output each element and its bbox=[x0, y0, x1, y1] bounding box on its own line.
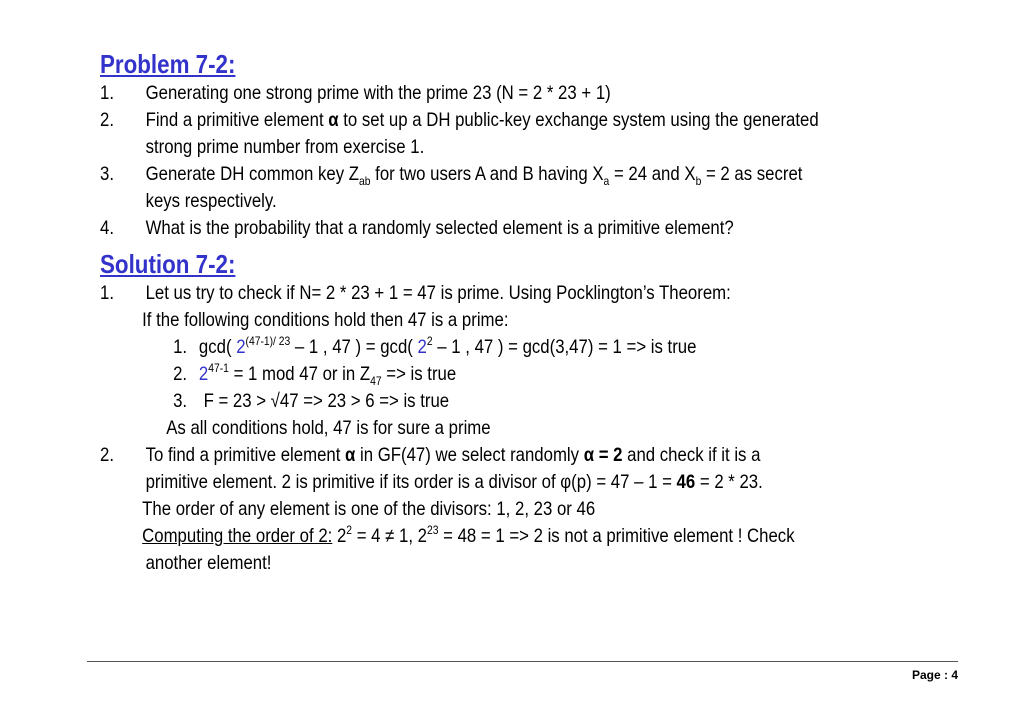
item-number: 2. bbox=[100, 109, 114, 131]
math-text: 2 bbox=[332, 525, 347, 547]
item-text: strong prime number from exercise 1. bbox=[145, 136, 425, 158]
order-line: The order of any element is one of the divisors: 1, 2, 23 or 46 bbox=[142, 498, 596, 520]
item-number: 2. bbox=[100, 444, 114, 466]
item-text: (p) = 47 – 1 = bbox=[571, 471, 677, 493]
solution-heading: Solution 7-2: bbox=[100, 249, 236, 279]
item-text: = 24 and X bbox=[609, 163, 696, 185]
exponent: 2 bbox=[346, 523, 353, 537]
item-text: Generate DH common key Z bbox=[145, 163, 360, 185]
math-base: 2 bbox=[198, 363, 209, 385]
problem-item-3 bbox=[100, 161, 990, 215]
alpha-symbol: α bbox=[583, 444, 595, 466]
conclusion-text: As all conditions hold, 47 is for sure a prime bbox=[166, 417, 491, 439]
subscript: 47 bbox=[370, 374, 382, 388]
condition-number: 3. bbox=[173, 390, 188, 412]
footer-divider bbox=[87, 661, 958, 662]
conditions-intro: If the following conditions hold then 47 is a prime: bbox=[142, 309, 509, 331]
slide-content bbox=[100, 48, 865, 577]
item-text: = 2 as secret bbox=[701, 163, 803, 185]
item-text: Find a primitive element bbox=[145, 109, 324, 131]
alpha-symbol: α bbox=[345, 444, 356, 466]
math-text: – 1 , 47 ) = gcd( bbox=[290, 336, 413, 358]
item-number: 4. bbox=[100, 217, 114, 239]
math-text: = 1 mod 47 or in Z bbox=[228, 363, 371, 385]
exponent: 2 bbox=[426, 334, 433, 348]
exponent: 47-1 bbox=[208, 361, 229, 375]
solution-item-1 bbox=[100, 280, 990, 307]
subscript: b bbox=[695, 174, 702, 188]
item-text: primitive element. 2 is primitive if its order is a divisor of bbox=[145, 471, 561, 493]
math-text: F = 23 > √47 => 23 > 6 => is true bbox=[203, 390, 450, 412]
item-text: Generating one strong prime with the prime 23 (N = 2 * 23 + 1) bbox=[145, 82, 611, 104]
item-number: 1. bbox=[100, 82, 114, 104]
item-text: in GF(47) we select randomly bbox=[355, 444, 584, 466]
item-number: 3. bbox=[100, 163, 114, 185]
math-text: = 48 = 1 => 2 is not a primitive element ! Check bbox=[438, 525, 795, 547]
item-text: to set up a DH public-key exchange system using the generated bbox=[343, 109, 819, 131]
math-base: 2 bbox=[417, 336, 427, 358]
condition-3 bbox=[100, 388, 990, 415]
problem-item-4 bbox=[100, 215, 990, 242]
item-text: Let us try to check if N= 2 * 23 + 1 = 47 is prime. Using Pocklington’s Theorem: bbox=[145, 282, 731, 304]
exponent: 23 bbox=[427, 523, 439, 537]
alpha-symbol: α bbox=[328, 109, 339, 131]
math-text: gcd( bbox=[198, 336, 232, 358]
problem-item-1 bbox=[100, 80, 990, 107]
item-text: keys respectively. bbox=[145, 190, 277, 212]
math-base: 2 bbox=[236, 336, 246, 358]
item-number: 1. bbox=[100, 282, 114, 304]
item-text: for two users A and B having X bbox=[370, 163, 604, 185]
computing-line bbox=[100, 523, 990, 550]
item-text: = 2 * 23. bbox=[695, 471, 763, 493]
bold-value: = 2 bbox=[598, 444, 623, 466]
computing-label: Computing the order of 2: bbox=[142, 525, 333, 547]
problem-list bbox=[100, 80, 990, 242]
solution-item-2 bbox=[100, 442, 990, 496]
problem-item-2 bbox=[100, 107, 990, 161]
item-text: and check if it is a bbox=[622, 444, 761, 466]
item-text: What is the probability that a randomly selected element is a primitive element? bbox=[145, 217, 734, 239]
condition-2 bbox=[100, 361, 990, 388]
math-text: => is true bbox=[381, 363, 457, 385]
math-text: = 4 ≠ 1, 2 bbox=[352, 525, 428, 547]
subscript: a bbox=[603, 174, 610, 188]
solution-list bbox=[100, 280, 990, 577]
bold-value: 46 bbox=[676, 471, 696, 493]
condition-number: 1. bbox=[173, 336, 188, 358]
condition-number: 2. bbox=[173, 363, 188, 385]
exponent: (47-1)/ 23 bbox=[245, 334, 291, 348]
condition-1 bbox=[100, 334, 990, 361]
problem-heading: Problem 7-2: bbox=[100, 49, 236, 79]
page-number: Page : 4 bbox=[911, 668, 958, 682]
item-text: To find a primitive element bbox=[145, 444, 346, 466]
subscript: ab bbox=[359, 174, 371, 188]
phi-symbol: φ bbox=[560, 471, 572, 493]
last-line: another element! bbox=[145, 552, 272, 574]
math-text: – 1 , 47 ) = gcd(3,47) = 1 => is true bbox=[432, 336, 697, 358]
